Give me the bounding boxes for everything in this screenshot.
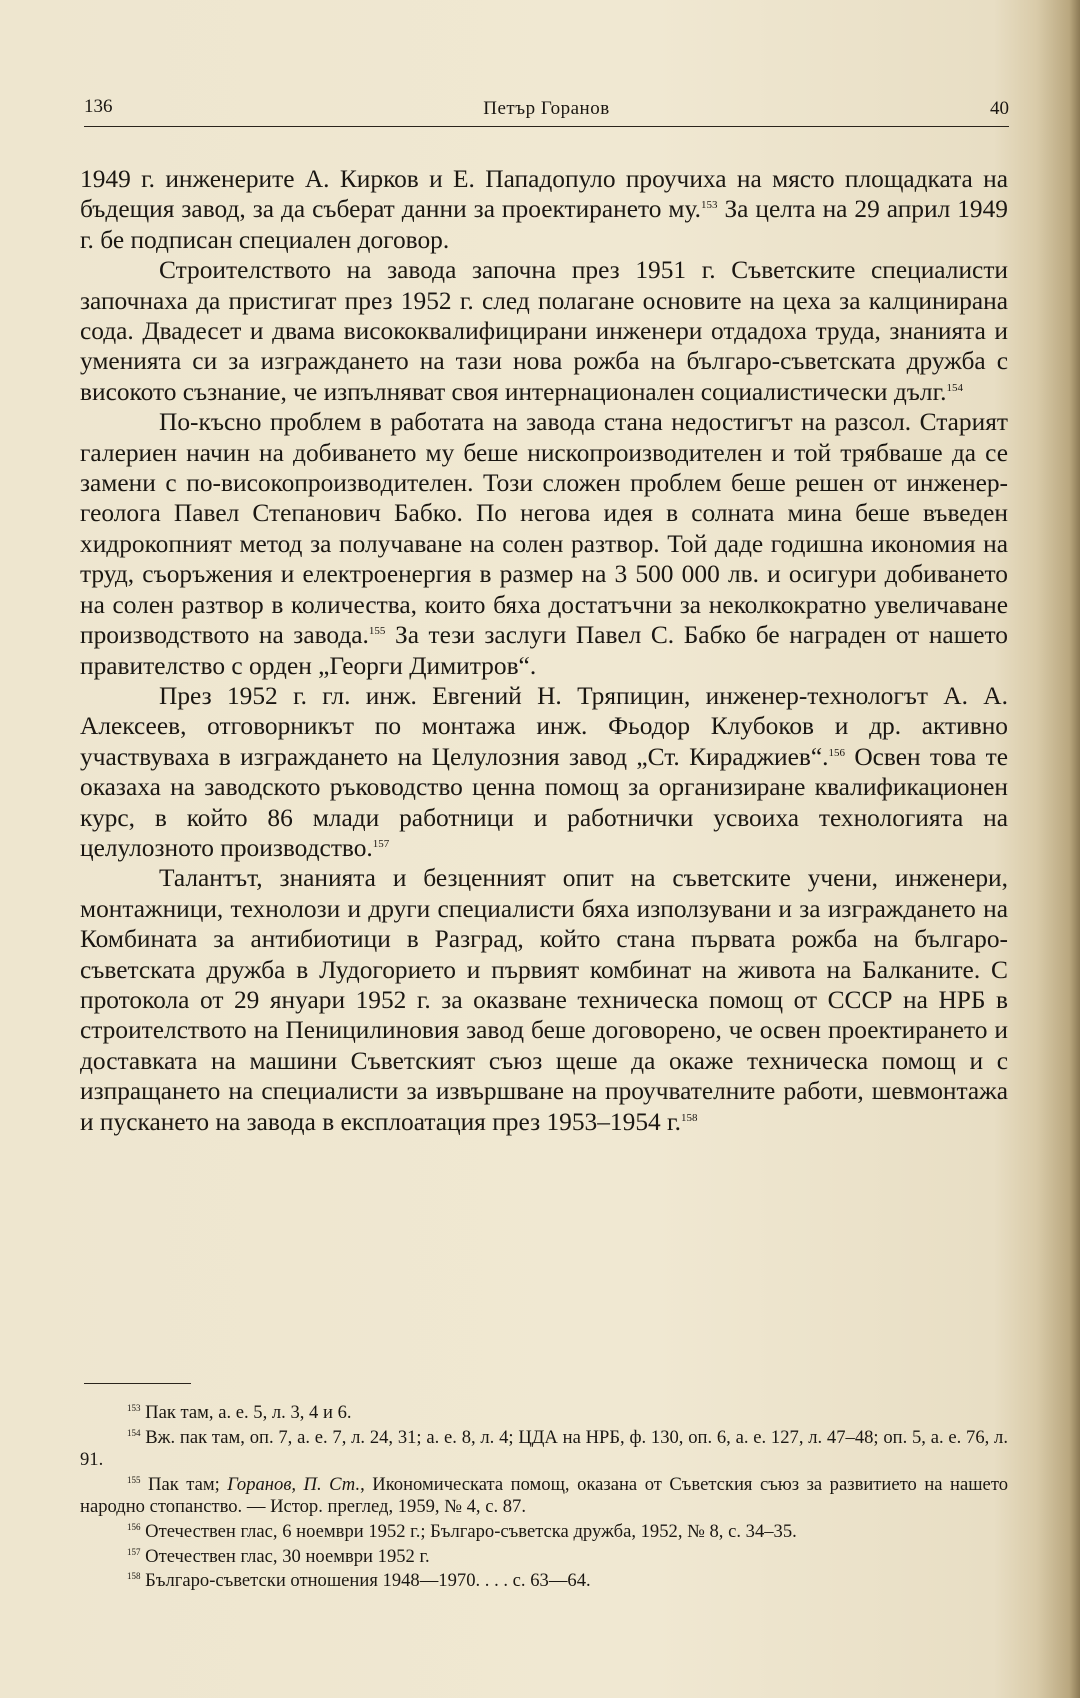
page-number-left: 136 [84, 96, 113, 117]
footnote-text: Българо-съветски отношения 1948—1970. . . . с. 63—64. [145, 1570, 591, 1592]
paragraph-text: 1949 г. инженерите А. Кирков и Е. Пападопуло проучиха на място площадката на бъдещия завод, за да съберат данни за проектирането му. [80, 165, 1008, 224]
page-number-right: 40 [990, 98, 1009, 119]
footnote-ref-155: 155 [368, 625, 386, 638]
footnote-ref-153: 153 [701, 199, 718, 212]
footnote-text: Вж. пак там, оп. 7, а. е. 7, л. 24, 31; а. е. 8, л. 4; ЦДА на НРБ, ф. 130, оп. 6, а. е. 127, л. 47–48; оп. 5, а. е. 76, л. 91. [80, 1426, 1008, 1471]
paragraph-text: За тези заслуги Павел С. Бабко бе награден от нашето правителство с орден „Георги Димитров“. [80, 621, 1008, 680]
footnote-number: 157 [127, 1546, 141, 1557]
footnote-ref-156: 156 [828, 746, 845, 759]
footnote-155 [80, 1474, 1008, 1519]
footnote-156 [80, 1521, 1008, 1544]
footnote-ref-154: 154 [946, 381, 963, 394]
footnote-ref-158: 158 [680, 1111, 698, 1124]
footnote-number: 153 [127, 1403, 141, 1413]
footnote-number: 154 [127, 1427, 141, 1438]
paragraph-5 [80, 863, 1008, 1137]
footnote-text: Отечествен глас, 30 ноември 1952 г. [145, 1545, 430, 1567]
footnote-number: 155 [127, 1474, 141, 1485]
paragraph-4 [80, 681, 1008, 863]
footnote-author-italic: Горанов, П. Ст. [227, 1473, 361, 1495]
paragraph-text: По-късно проблем в работата на завода стана недостигът на разсол. Старият галериен начин на добиването му беше нископроизводителен и той трябваше да се замени с по-високопроизводителен. Този сложен проблем беше решен от инженер-геолога Павел Степанович Бабко. По негова идея в солната мина беше въведен хидрокопният метод за получаване на солен разтвор. Той даде годишна икономия на труд, съоръжения и електроенергия в размер на 3 500 000 лв. и осигури добиването на солен разтвор в количества, които бяха достатъчни за неколкократно увеличаване производството на завода. [80, 408, 1008, 650]
paragraph-2 [80, 255, 1008, 407]
paragraph-text: Освен това те оказаха на заводското ръководство ценна помощ за организиране квалификационен курс, в който 86 млади работници и работнички усвоиха технологията на целулозното производство. [80, 742, 1008, 862]
footnote-154 [80, 1427, 1008, 1472]
body-text [80, 164, 1008, 1137]
running-title: Петър Горанов [483, 98, 610, 119]
footnote-number: 156 [127, 1521, 141, 1532]
footnote-text: Пак там; [148, 1473, 228, 1495]
paragraph-1 [80, 164, 1008, 255]
footnote-text: Отечествен глас, 6 ноември 1952 г.; Българо-съветска дружба, 1952, № 8, с. 34–35. [145, 1520, 797, 1542]
paragraph-3 [80, 407, 1008, 681]
footnote-158 [80, 1570, 1008, 1593]
footnote-157 [80, 1546, 1008, 1569]
footnote-text: Пак там, а. е. 5, л. 3, 4 и 6. [145, 1402, 352, 1423]
footnote-ref-157: 157 [372, 837, 390, 850]
footnote-text: , Икономическата помощ, оказана от Съветския съюз за развитието на нашето народно стопанство. — Истор. преглед, 1959, № 4, с. 87. [80, 1473, 1008, 1518]
paragraph-text: Строителството на завода започна през 1951 г. Съветските специалисти започнаха да пристигат през 1952 г. след полагане основите на цеха за калцинирана сода. Двадесет и двама висококвалифицирани инженери отдадоха труда, знанията и уменията си за изграждането на тази нова рожба на българо-съветската дружба с високото съзнание, че изпълняват своя интернационален социалистически дълг. [80, 256, 1008, 406]
paragraph-text: През 1952 г. гл. инж. Евгений Н. Тряпицин, инженер-технологът А. А. Алексеев, отговорникът по монтажа инж. Фьодор Клубоков и др. активно участвуваха в изграждането на Целулозния завод „Ст. Кираджиев“. [80, 681, 1008, 771]
footnotes [80, 1402, 1008, 1595]
footnote-separator [84, 1383, 191, 1384]
paragraph-text: За целта на 29 април 1949 г. бе подписан специален договор. [80, 195, 1009, 254]
paragraph-text: Талантът, знанията и безценният опит на съветските учени, инженери, монтажници, технолози и други специалисти бяха използувани и за изграждането на Комбината за антибиотици в Разград, който стана първата рожба на българо-съветската дружба в Лудогорието и първият комбинат на живота на Балканите. С протокола от 29 януари 1952 г. за оказване техническа помощ от СССР на НРБ в строителството на Пеницилиновия завод беше договорено, че освен проектирането и доставката на машини Съветският съюз щеше да окаже техническа помощ и с изпращането на специалисти за извършване на проучвателните работи, шевмонтажа и пускането на завода в експлоатация през 1953–1954 г. [80, 864, 1008, 1136]
footnote-153 [80, 1402, 1008, 1425]
running-header [84, 96, 1009, 127]
footnote-number: 158 [127, 1571, 141, 1582]
